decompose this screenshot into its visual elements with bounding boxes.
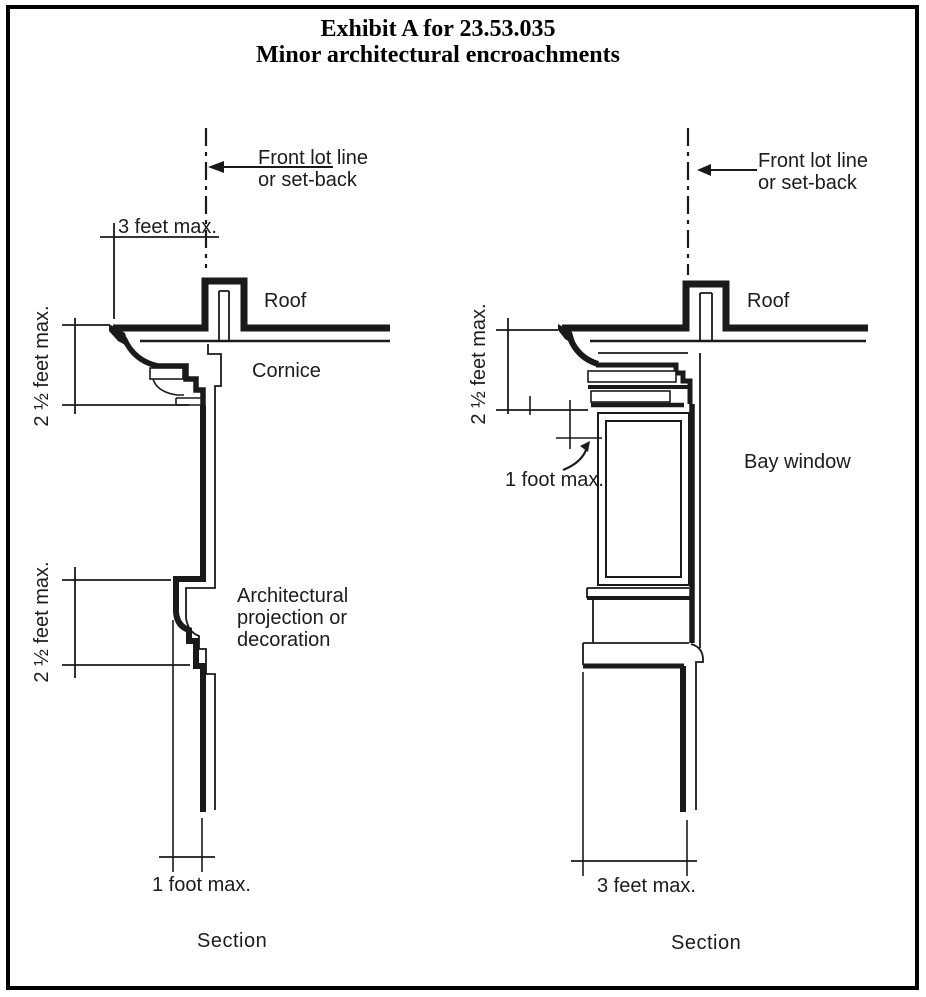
left-wall-projection [176,406,203,812]
left-dim-bottom: 1 foot max. [152,874,251,896]
right-dim-cornice-projection: 1 foot max. [505,469,604,491]
left-cornice-label: Cornice [252,360,321,382]
left-dim-projection: 2 ½ feet max. [31,561,53,683]
left-roof-label: Roof [264,290,307,312]
bay-window-label: Bay window [744,451,851,473]
left-section-drawing [62,128,390,872]
exhibit-title [0,16,876,68]
right-dim-cornice: 2 ½ feet max. [468,303,490,425]
left-dim-cornice: 2 ½ feet max. [31,305,53,427]
left-projection-label: Architectural projection or decoration [237,585,349,651]
exhibit-title-line2: Minor architectural encroachments [256,42,620,68]
right-lot-line-label: Front lot line or set-back [758,150,869,194]
left-caption: Section [197,930,268,952]
right-roof-label: Roof [747,290,790,312]
right-arrowhead-icon [697,164,711,176]
left-arrowhead-icon [208,161,224,173]
left-dim-top: 3 feet max. [118,216,217,238]
bay-window-glass [606,421,681,577]
right-section-drawing [496,128,868,876]
left-roof-parapet [113,281,390,328]
right-caption: Section [671,932,742,954]
left-lot-line-label: Front lot line or set-back [258,147,369,191]
exhibit-title-line1: Exhibit A for 23.53.035 [320,16,556,42]
right-dim-bottom: 3 feet max. [597,875,696,897]
right-roof-parapet [562,284,868,328]
